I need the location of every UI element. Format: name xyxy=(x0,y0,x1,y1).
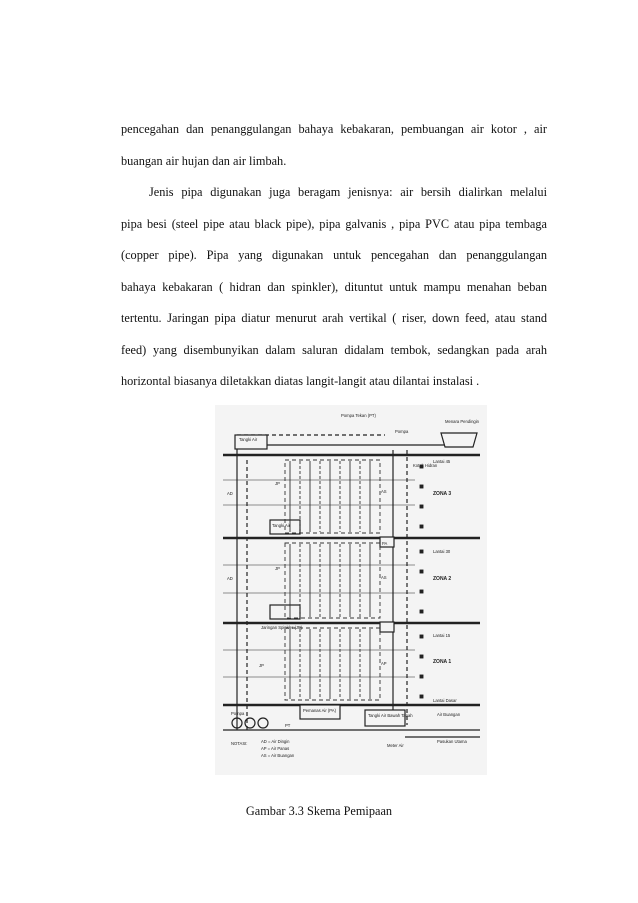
label-lantai-45: Lantai 45 xyxy=(433,459,451,464)
label-zona-1: ZONA 1 xyxy=(433,659,452,665)
piping-schematic-figure xyxy=(215,405,487,775)
label-pompa-bottom: Pompa xyxy=(231,711,245,716)
label-notasi: NOTASI: xyxy=(231,741,248,746)
label-tangki-air-mid: Tangki Air xyxy=(272,523,291,528)
label-lantai-dasar: Lantai Dasar xyxy=(433,698,457,703)
label-jp-3: JP xyxy=(275,481,280,486)
text-line: buangan air hujan dan air limbah. xyxy=(121,153,287,168)
label-jp-1: JP xyxy=(259,663,264,668)
body-paragraph xyxy=(121,114,547,398)
label-ad-3: AD xyxy=(227,491,233,496)
text-line: horizontal biasanya diletakkan diatas langit-langit atau dilantai instalasi . xyxy=(121,374,480,388)
label-tangki-bawah: Tangki Air Bawah Tanah xyxy=(368,713,413,718)
label-notasi-ad: AD = Air Dingin xyxy=(261,739,290,744)
figure-caption: Gambar 3.3 Skema Pemipaan xyxy=(245,804,393,818)
label-lantai-15: Lantai 15 xyxy=(433,633,451,638)
label-pa-2: PA xyxy=(382,541,388,546)
label-menara-pendingin: Menara Pendingin xyxy=(445,419,479,424)
label-saluran-utama: Pasukan Utama xyxy=(437,739,467,744)
label-air-buangan: Air Buangan xyxy=(437,712,461,717)
label-lantai-30: Lantai 30 xyxy=(433,549,451,554)
text-line: pencegahan dan penanggulangan bahaya kebakaran, pembuangan air kotor , air xyxy=(121,122,547,136)
label-pompa-tekan: Pompa Tekan (PT) xyxy=(341,413,376,418)
label-pt: PT xyxy=(285,723,291,728)
label-kotak-hidran: Kotak Hidran xyxy=(413,463,438,468)
label-pemanas-air: Pemanas Air (PA) xyxy=(303,708,336,713)
label-notasi-ap: AP = Air Panas xyxy=(261,746,290,751)
label-zona-3: ZONA 3 xyxy=(433,491,452,497)
label-zona-2: ZONA 2 xyxy=(433,576,452,582)
text-line: pipa besi (steel pipe atau black pipe), pipa galvanis , pipa PVC atau pipa tembaga xyxy=(121,216,547,231)
label-jp-2: JP xyxy=(275,566,280,571)
label-ad-2: AD xyxy=(227,576,233,581)
label-jaringan-spinkler: Jaringan Spinkler (JP) xyxy=(261,625,303,630)
label-pompa: Pompa xyxy=(395,429,409,434)
label-as-2: AS xyxy=(381,575,387,580)
label-notasi-as: AS = Air Buangan xyxy=(261,753,295,758)
label-ap-1: AP xyxy=(381,661,387,666)
label-meter-air: Meter Air xyxy=(387,743,404,748)
text-line: Jenis pipa digunakan juga beragam jenisnya: air bersih dialirkan melalui xyxy=(149,185,547,199)
text-line: bahaya kebakaran ( hidran dan spinkler), dituntut untuk mampu menahan beban xyxy=(121,279,547,294)
text-line: feed) yang disembunyikan dalam saluran didalam tembok, sedangkan pada arah xyxy=(121,342,547,357)
label-tangki-air-top: Tangki Air xyxy=(239,437,258,442)
text-line: tertentu. Jaringan pipa diatur menurut arah vertikal ( riser, down feed, atau stand xyxy=(121,311,547,325)
text-line: (copper pipe). Pipa yang digunakan untuk pencegahan dan penanggulangan xyxy=(121,248,547,262)
label-as-3: AS xyxy=(381,489,387,494)
